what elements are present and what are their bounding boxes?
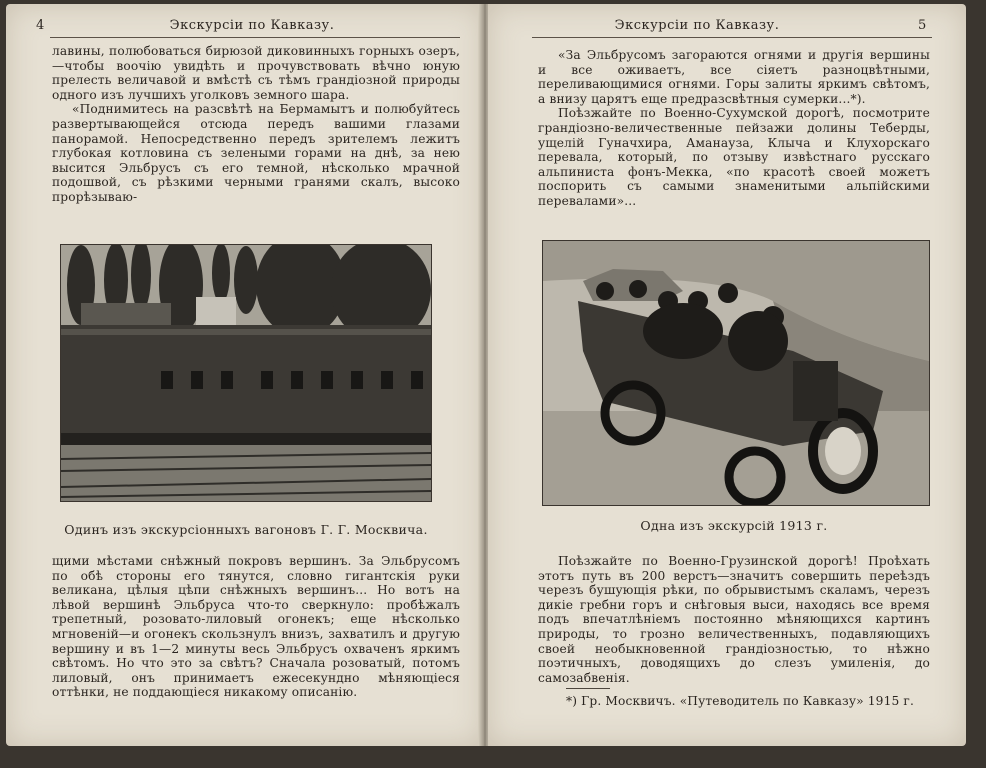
left-photo-caption: Одинъ изъ экскурсіонныхъ вагоновъ Г. Г. Москвича. (64, 522, 428, 537)
paragraph: щими мѣстами снѣжный покровъ вершинъ. За Эльбрусомъ по обѣ стороны его тянутся, словно гигантскія руки великана, цѣлыя цѣпи снѣжныхъ вершинъ... Но вотъ на лѣвой вершинѣ Эльбруса что-то сверкнуло: пробѣжалъ трепетный, розовато-лиловый огонекъ; еще нѣсколько мгновеній—и огонекъ скользнулъ внизъ, захватилъ и другую вершину и въ 1—2 минуты весь Эльбрусъ охваченъ яркимъ свѣтомъ. Но что это за свѣтъ? Сначала розоватый, потомъ лиловый, онъ принимаетъ ежесекундно мѣняющіеся оттѣнки, не поддающіеся никакому описанію. (52, 554, 460, 700)
footnote: *) Гр. Москвичъ. «Путеводитель по Кавказу» 1915 г. (566, 694, 914, 708)
touring-car-photo (542, 240, 930, 506)
left-text-top (52, 44, 460, 205)
touring-car-image (543, 241, 929, 505)
right-text-bottom (538, 554, 930, 685)
right-running-title: Экскурсіи по Кавказу. (614, 18, 780, 33)
paragraph: «За Эльбрусомъ загораются огнями и другія вершины и все оживаетъ, все сіяетъ разноцвѣтными, переливающимися огнями. Горы залиты яркимъ свѣтомъ, а внизу царятъ еще предразсвѣтныя сумерки...*). (538, 48, 930, 106)
paragraph: Поѣзжайте по Военно-Грузинской дорогѣ! Проѣхать этотъ путь въ 200 верстъ—значитъ совершить переѣздъ черезъ бушующія рѣки, по обрывистымъ скаламъ, черезъ дикіе гребни горъ и снѣговыя выси, находясь все время подъ впечатлѣніемъ постоянно мѣняющихся картинъ природы, то грозно величественныхъ, подавляющихъ своей необыкновенной грандіозностью, то нѣжно поэтичныхъ, доводящихъ до слезъ умиленія, до самозабвенія. (538, 554, 930, 685)
right-head-rule (532, 37, 932, 38)
right-page-number: 5 (918, 18, 927, 33)
paragraph: «Поднимитесь на разсвѣтѣ на Бермамытъ и полюбуйтесь развертывающейся отсюда передъ вашими глазами панорамой. Непосредственно передъ зрителемъ лежитъ глубокая котловина съ зелеными горами на днѣ, за нею высится Эльбрусъ съ его темной, нѣсколько мрачной подошвой, съ рѣзкими черными гранями скалъ, высоко прорѣзываю- (52, 102, 460, 204)
right-running-head (488, 18, 966, 36)
left-head-rule (50, 37, 460, 38)
right-page (488, 4, 966, 746)
train-carriage-image (61, 245, 431, 501)
left-running-head (6, 18, 484, 36)
train-carriage-photo (60, 244, 432, 502)
right-text-top (538, 48, 930, 209)
right-photo-caption: Одна изъ экскурсій 1913 г. (640, 518, 828, 533)
paragraph: лавины, полюбоваться бирюзой диковинныхъ горныхъ озеръ,—чтобы воочію увидѣть и прочувствовать вѣчно юную прелесть величавой и вмѣстѣ съ тѣмъ грандіозной природы одного изъ лучшихъ уголковъ земного шара. (52, 44, 460, 102)
footnote-rule (566, 688, 610, 689)
paragraph: Поѣзжайте по Военно-Сухумской дорогѣ, посмотрите грандіозно-величественные пейзажи долины Теберды, ущелій Гуначхира, Аманауза, Клыча и Клухорскаго перевала, который, по отзыву извѣстнаго русскаго альпиниста фонъ-Мекка, «по красотѣ своей можетъ поспорить съ самыми знаменитыми альпійскими перевалами»... (538, 106, 930, 208)
left-running-title: Экскурсіи по Кавказу. (169, 18, 335, 33)
left-page-number: 4 (36, 18, 45, 33)
left-text-bottom (52, 554, 460, 700)
left-page (6, 4, 484, 746)
